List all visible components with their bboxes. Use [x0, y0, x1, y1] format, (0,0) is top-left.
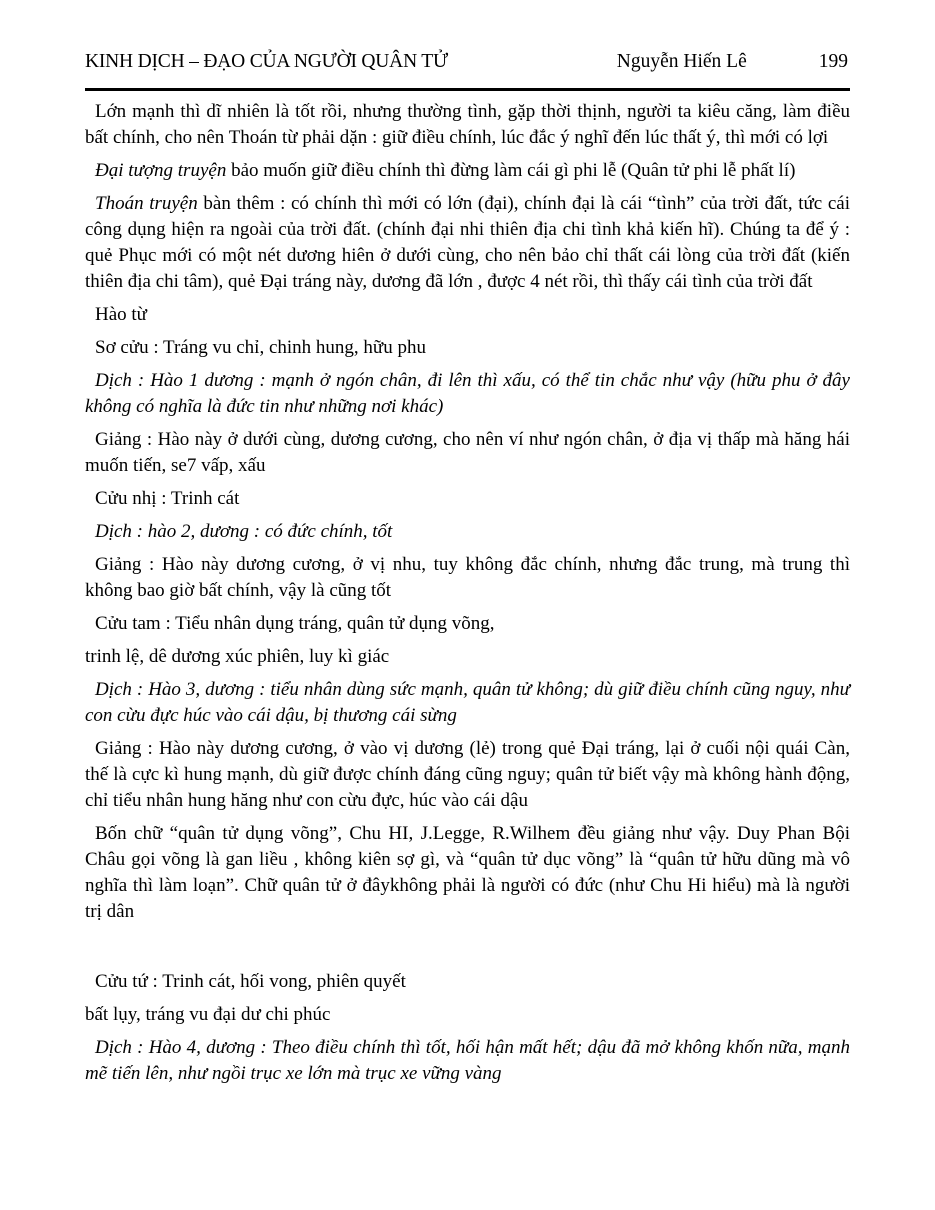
- paragraph-dich-hao-2: Dịch : hào 2, dương : có đức chính, tốt: [95, 521, 393, 542]
- page-number: 199: [818, 51, 848, 72]
- paragraph-giang-hao-3: Giảng : Hào này dương cương, ở vào vị dương (lẻ) trong quẻ Đại tráng, lại ở cuối nội quái Càn, thế là cực kì hung mạnh, dù giữ được chính đáng cũng nguy; quân tử biết vậy mà không hành động, chỉ tiểu nhân hung hăng như con cừu đực, húc vào cái dậu: [85, 738, 850, 811]
- page-content: [85, 99, 850, 1087]
- paragraph-cuu-tam-cont: trinh lệ, dê dương xúc phiên, luy kì giác: [85, 646, 390, 667]
- paragraph-cuu-tu-cont: bất lụy, tráng vu đại dư chi phúc: [85, 1004, 331, 1025]
- paragraph-so-cuu: Sơ cửu : Tráng vu chỉ, chinh hung, hữu phu: [95, 337, 426, 358]
- paragraph-bon-chu: Bốn chữ “quân tử dụng võng”, Chu HI, J.Legge, R.Wilhem đều giảng như vậy. Duy Phan Bội Châu gọi võng là gan liều , không kiên sợ gì, và “quân tử dục võng” là “quân tử hữu dũng mà vô nghĩa thì làm loạn”. Chữ quân tử ở đâykhông phải là người có đức (như Chu Hi hiểu) mà là người trị dân: [85, 823, 850, 922]
- paragraph-thoan-truyen: Thoán truyện bàn thêm : có chính thì mới có lớn (đại), chính đại là cái “tình” của trời đất, tức cái công dụng hiện ra ngoài của trời đất. (chính đại nhi thiên địa chi tình khả kiến hĩ). Chúng ta để ý : quẻ Phục mới có một nét dương hiên ở dưới cùng, cho nên bảo chỉ thất cái lòng của trời đất (kiến thiên địa chi tâm), quẻ Đại tráng này, dương đã lớn , được 4 nét rồi, thì thấy cái tình của trời đất: [85, 193, 850, 292]
- paragraph-dich-hao-4: Dịch : Hào 4, dương : Theo điều chính thì tốt, hối hận mất hết; dậu đã mở không khốn nữa, mạnh mẽ tiến lên, như ngồi trục xe lớn mà trục xe vững vàng: [85, 1037, 850, 1084]
- running-header: [85, 50, 850, 74]
- paragraph-giang-hao-1: Giảng : Hào này ở dưới cùng, dương cương, cho nên ví như ngón chân, ở địa vị thấp mà hăng hái muốn tiến, se7 vấp, xấu: [85, 429, 850, 476]
- paragraph-cuu-tam: Cửu tam : Tiểu nhân dụng tráng, quân tử dụng võng,: [95, 613, 495, 634]
- author-name: Nguyễn Hiến Lê: [616, 51, 747, 72]
- heading-hao-tu: Hào từ: [95, 304, 147, 325]
- paragraph-cuu-tu: Cửu tứ : Trinh cát, hối vong, phiên quyết: [95, 971, 406, 992]
- header-divider: [85, 88, 850, 91]
- paragraph-dai-tuong-truyen: Đại tượng truyện bảo muốn giữ điều chính thì đừng làm cái gì phi lễ (Quân tử phi lễ phất lí): [95, 160, 796, 181]
- paragraph-giang-hao-2: Giảng : Hào này dương cương, ở vị nhu, tuy không đắc chính, nhưng đắc trung, mà trung thì không bao giờ bất chính, vậy là cũng tốt: [85, 554, 850, 601]
- book-title: KINH DỊCH – ĐẠO CỦA NGƯỜI QUÂN TỬ: [85, 51, 448, 72]
- paragraph-intro: Lớn mạnh thì dĩ nhiên là tốt rồi, nhưng thường tình, gặp thời thịnh, người ta kiêu căng, làm điều bất chính, cho nên Thoán từ phải dặn : giữ điều chính, lúc đắc ý nghĩ đến lúc thất ý, thì mới có lợi: [85, 101, 850, 148]
- paragraph-cuu-nhi: Cửu nhị : Trinh cát: [95, 488, 240, 509]
- paragraph-dich-hao-3: Dịch : Hào 3, dương : tiểu nhân dùng sức mạnh, quân tử không; dù giữ điều chính cũng nguy, như con cừu đực húc vào cái dậu, bị thương cái sừng: [85, 679, 850, 726]
- paragraph-dich-hao-1: Dịch : Hào 1 dương : mạnh ở ngón chân, đi lên thì xấu, có thể tin chắc như vậy (hữu phu ở đây không có nghĩa là đức tin như những nơi khác): [85, 370, 850, 417]
